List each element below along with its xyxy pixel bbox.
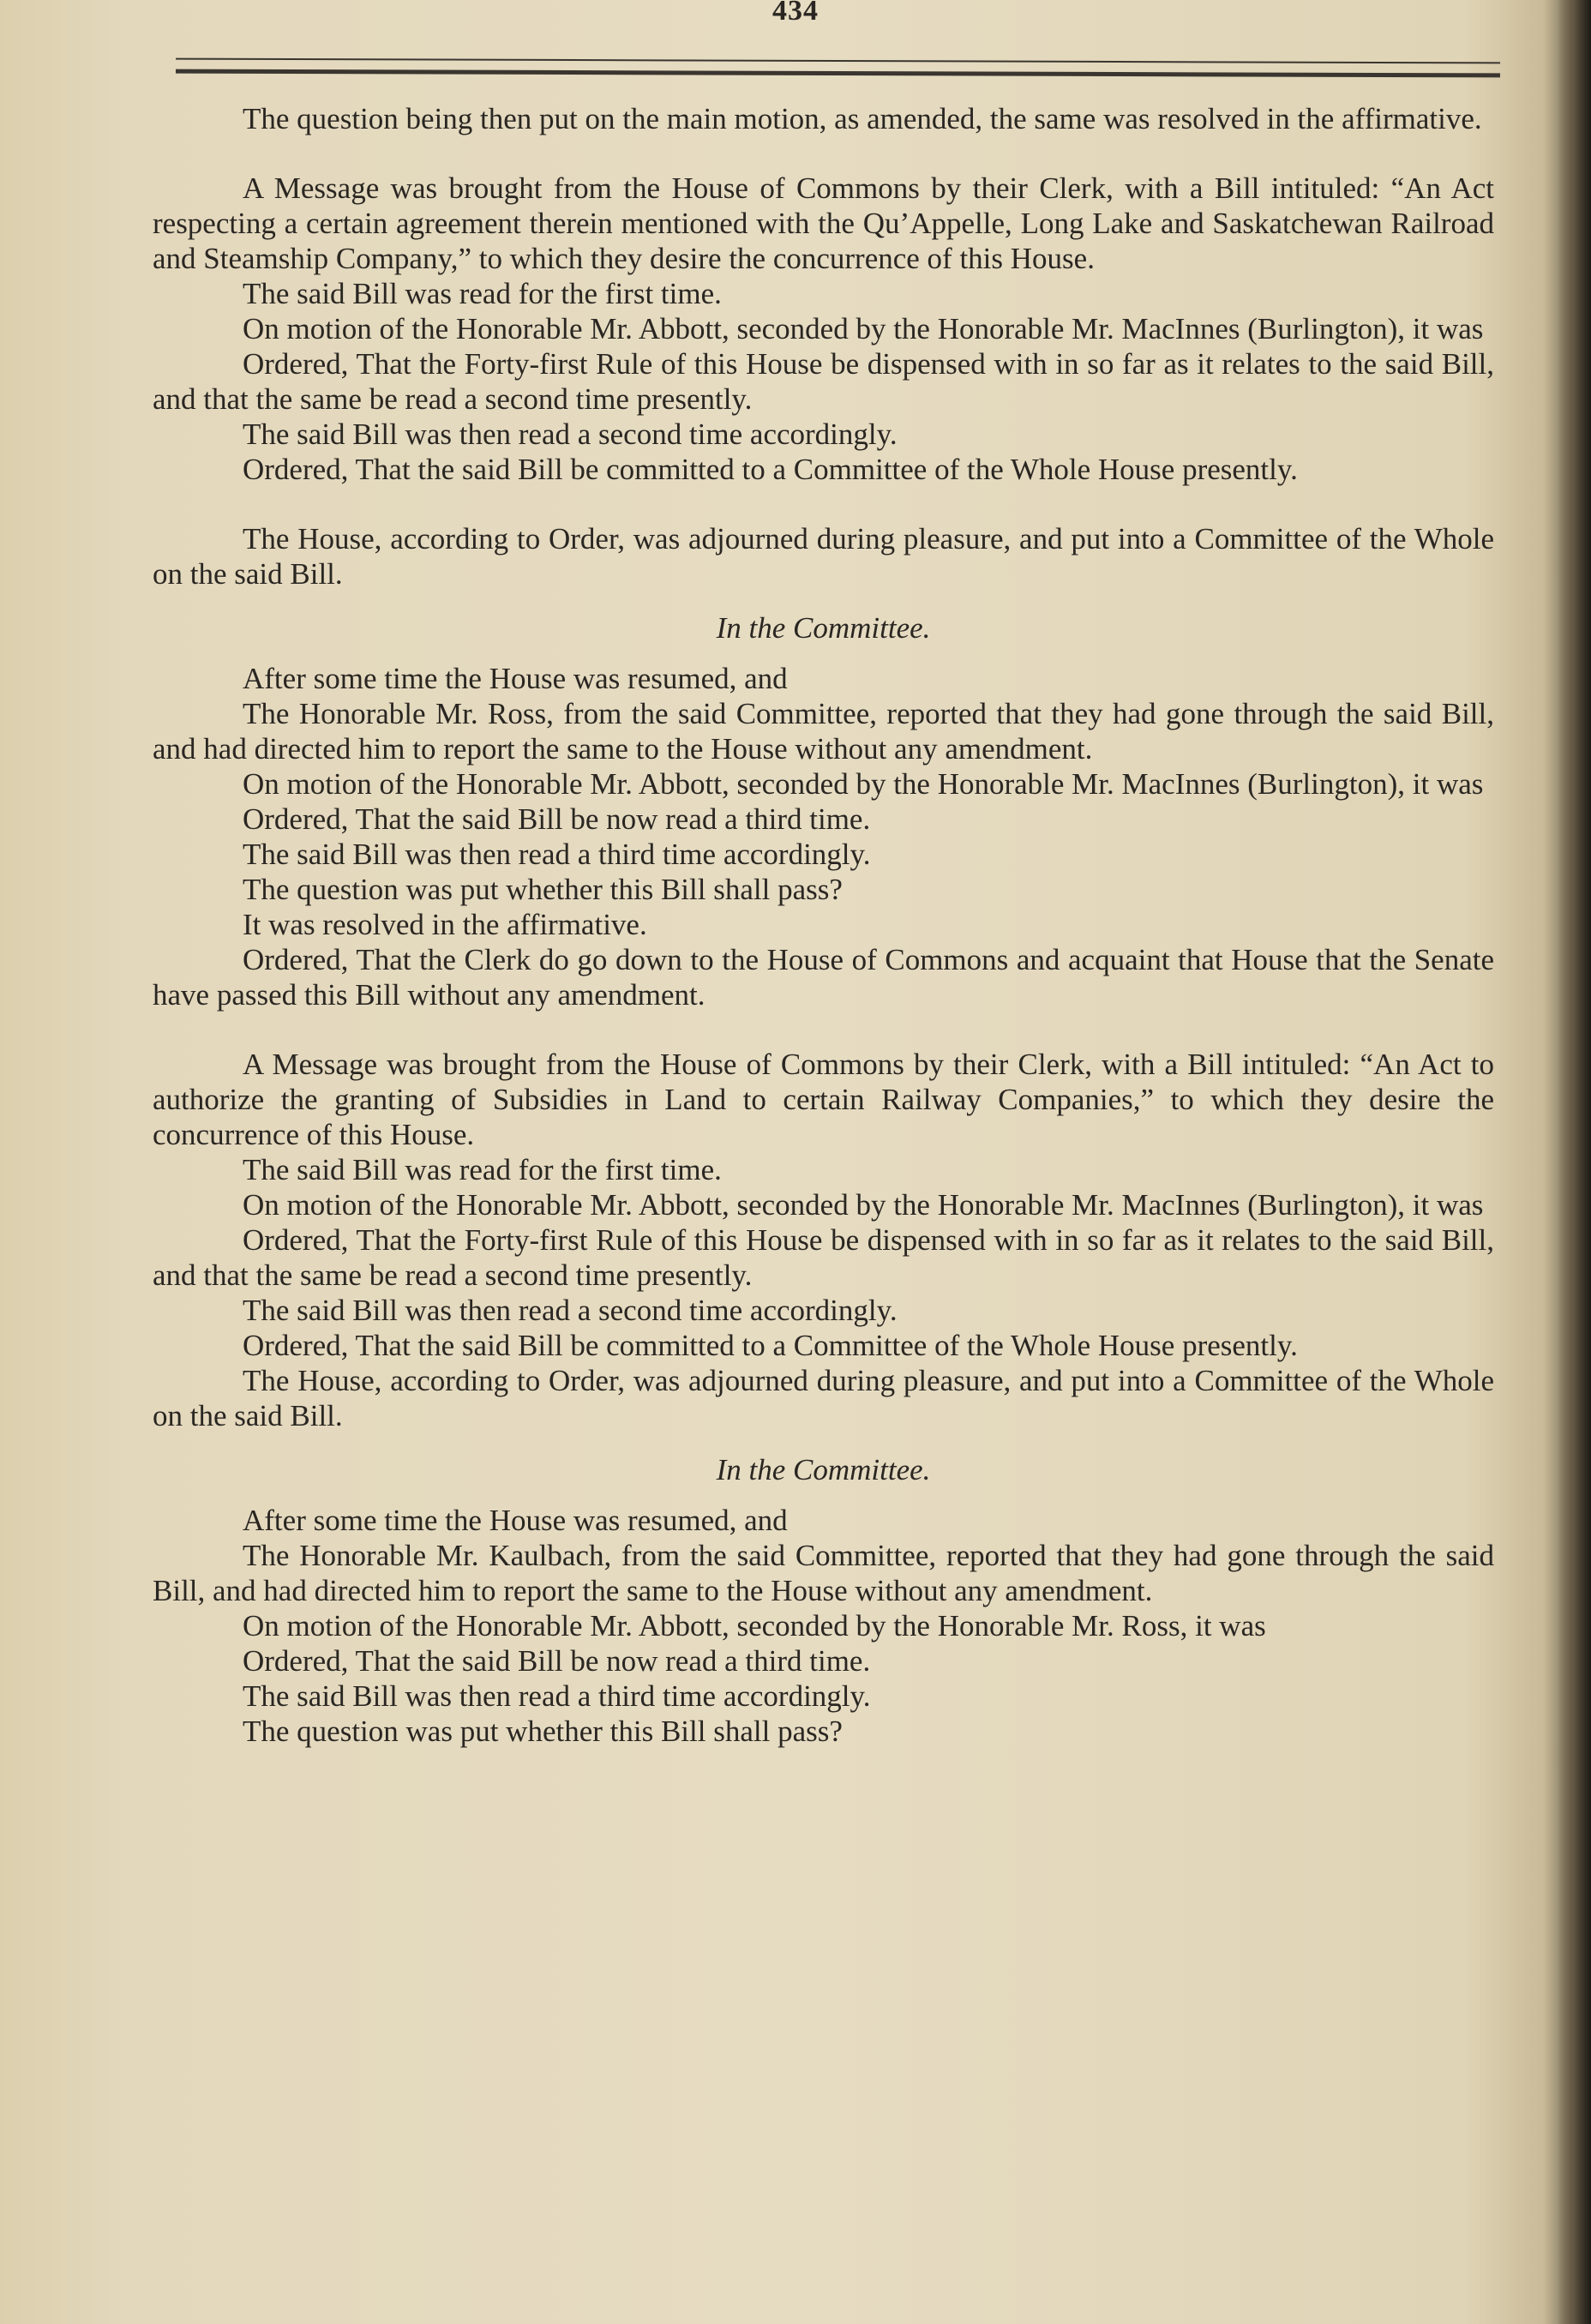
paragraph-committed: Ordered, That the said Bill be committed to a Committee of the Whole House presently. [243,453,1298,486]
paragraph-resolved-affirmative: It was resolved in the affirmative. [243,908,647,941]
paragraph-question-put: The question was put whether this Bill shall pass? [243,873,843,906]
paragraph-house-resumed: After some time the House was resumed, and [243,662,788,695]
paragraph-motion-abbott-ross: On motion of the Honorable Mr. Abbott, seconded by the Honorable Mr. Ross, it was [243,1609,1266,1642]
paragraph-main-motion-resolved: The question being then put on the main motion, as amended, the same was resolved in the affirmative. [243,102,1482,135]
paragraph-ross-reported: The Honorable Mr. Ross, from the said Committee, reported that they had gone through the said Bill, and had directed him to report the same to the House without any amendment. [153,697,1494,766]
paragraph-kaulbach-reported: The Honorable Mr. Kaulbach, from the said Committee, reported that they had gone through the said Bill, and had directed him to report the same to the House without any amendment. [153,1539,1494,1607]
paragraph-first-reading-2: The said Bill was read for the first time. [243,1153,722,1186]
paragraph-message-subsidies-bill: A Message was brought from the House of Commons by their Clerk, with a Bill intituled: “An Act to authorize the granting of Subsidies in Land to certain Railway Companies,” to which they desire the concurrence of this House. [153,1048,1494,1151]
paragraph-third-reading-2: The said Bill was then read a third time accordingly. [243,1679,871,1713]
paragraph-clerk-acquaint: Ordered, That the Clerk do go down to the House of Commons and acquaint that House that the Senate have passed this Bill without any amendment. [153,943,1494,1012]
heading-in-committee-2: In the Committee. [716,1453,931,1486]
book-spine-shadow [1557,0,1591,2324]
paragraph-second-reading-2: The said Bill was then read a second time accordingly. [243,1294,898,1327]
page-number: 434 [772,0,819,27]
paragraph-house-resumed-2: After some time the House was resumed, and [243,1504,788,1537]
paragraph-third-reading: The said Bill was then read a third time accordingly. [243,838,871,871]
paragraph-rule-dispensed: Ordered, That the Forty-first Rule of this House be dispensed with in so far as it relates to the said Bill, and that the same be read a second time presently. [153,347,1494,416]
paragraph-motion-abbott-2: On motion of the Honorable Mr. Abbott, seconded by the Honorable Mr. MacInnes (Burlington), it was [243,767,1484,801]
paragraph-first-reading: The said Bill was read for the first time. [243,277,722,310]
paragraph-motion-abbott-3: On motion of the Honorable Mr. Abbott, seconded by the Honorable Mr. MacInnes (Burlington), it was [243,1188,1484,1222]
heading-in-committee: In the Committee. [716,611,931,645]
journal-text [153,101,1494,1749]
paragraph-adjourned-committee-2: The House, according to Order, was adjourned during pleasure, and put into a Committee of the Whole on the said Bill. [153,1364,1494,1432]
paragraph-adjourned-committee: The House, according to Order, was adjourned during pleasure, and put into a Committee of the Whole on the said Bill. [153,522,1494,591]
paragraph-third-reading-ordered: Ordered, That the said Bill be now read a third time. [243,802,871,836]
paragraph-rule-dispensed-2: Ordered, That the Forty-first Rule of this House be dispensed with in so far as it relates to the said Bill, and that the same be read a second time presently. [153,1223,1494,1292]
paragraph-second-reading: The said Bill was then read a second time accordingly. [243,417,898,451]
paragraph-motion-abbott: On motion of the Honorable Mr. Abbott, seconded by the Honorable Mr. MacInnes (Burlington), it was [243,312,1484,345]
paragraph-committed-2: Ordered, That the said Bill be committed to a Committee of the Whole House presently. [243,1329,1298,1362]
paragraph-third-reading-ordered-2: Ordered, That the said Bill be now read a third time. [243,1644,871,1678]
paragraph-question-put-2: The question was put whether this Bill shall pass? [243,1714,843,1748]
paragraph-message-quappelle-bill: A Message was brought from the House of Commons by their Clerk, with a Bill intituled: “An Act respecting a certain agreement therein mentioned with the Qu’Appelle, Long Lake and Saskatchewan Railroad and Steamship Company,” to which they desire the concurrence of this House. [153,171,1494,275]
